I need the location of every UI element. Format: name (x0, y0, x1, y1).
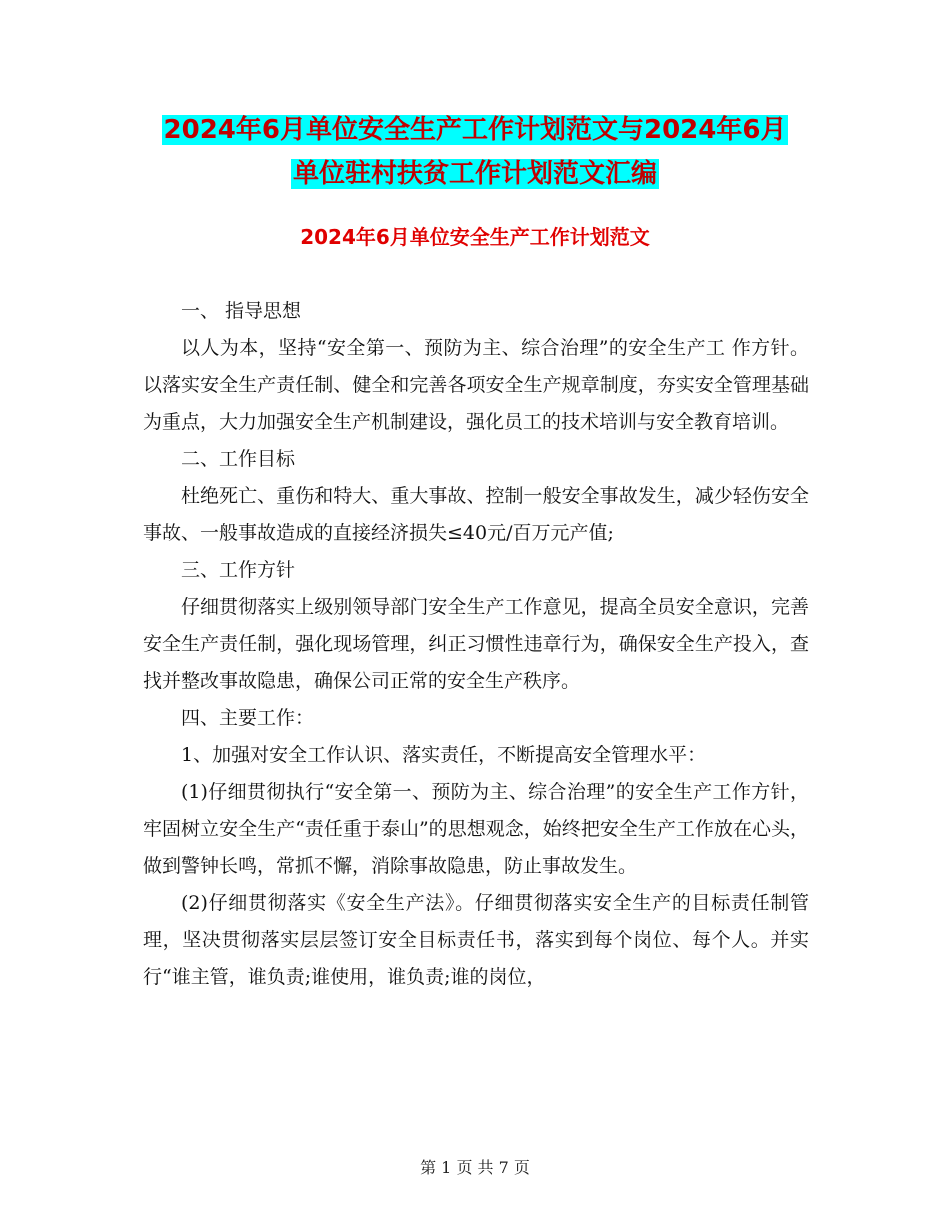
document-title-line-1 (0, 112, 950, 148)
heading-guiding-ideology: 一、 指导思想 (181, 300, 302, 322)
paragraph-guiding-ideology: 以人为本，坚持“安全第一、预防为主、综合治理”的安全生产工 作方针。以落实安全生产责任制、健全和完善各项安全生产规章制度，夯实安全管理基础为重点，大力加强安全生产机制建设，强化员工的技术培训与安全教育培训。 (143, 337, 809, 433)
document-body (143, 293, 809, 996)
paragraph-work-goals: 杜绝死亡、重伤和特大、重大事故、控制一般安全事故发生，减少轻伤安全事故、一般事故造成的直接经济损失≤40元/百万元产值; (143, 485, 809, 544)
list-subitem-1: (1)仔细贯彻执行“安全第一、预防为主、综合治理”的安全生产工作方针，牢固树立安全生产“责任重于泰山”的思想观念，始终把安全生产工作放在心头，做到警钟长鸣，常抓不懈，消除事故隐患，防止事故发生。 (143, 781, 809, 877)
document-title-line-2 (0, 156, 950, 192)
page-footer: 第 1 页 共 7 页 (420, 1158, 530, 1177)
paragraph-work-policy: 仔细贯彻落实上级别领导部门安全生产工作意见，提高全员安全意识，完善安全生产责任制，强化现场管理，纠正习惯性违章行为，确保安全生产投入，查找并整改事故隐患，确保公司正常的安全生产秩序。 (143, 596, 809, 692)
title-highlight-2: 单位驻村扶贫工作计划范文汇编 (292, 159, 657, 189)
list-item-1: 1、加强对安全工作认识、落实责任，不断提高安全管理水平： (181, 744, 707, 766)
title-highlight-1: 2024年6月单位安全生产工作计划范文与2024年6月 (163, 115, 787, 145)
heading-work-policy: 三、工作方针 (181, 559, 296, 581)
heading-work-goals: 二、工作目标 (181, 448, 296, 470)
section-subtitle: 2024年6月单位安全生产工作计划范文 (300, 225, 650, 249)
list-subitem-2: (2)仔细贯彻落实《安全生产法》。仔细贯彻落实安全生产的目标责任制管理，坚决贯彻落实层层签订安全目标责任书，落实到每个岗位、每个人。并实行“谁主管，谁负责;谁使用，谁负责;谁的岗位， (143, 892, 809, 988)
heading-main-work: 四、主要工作： (181, 707, 315, 729)
